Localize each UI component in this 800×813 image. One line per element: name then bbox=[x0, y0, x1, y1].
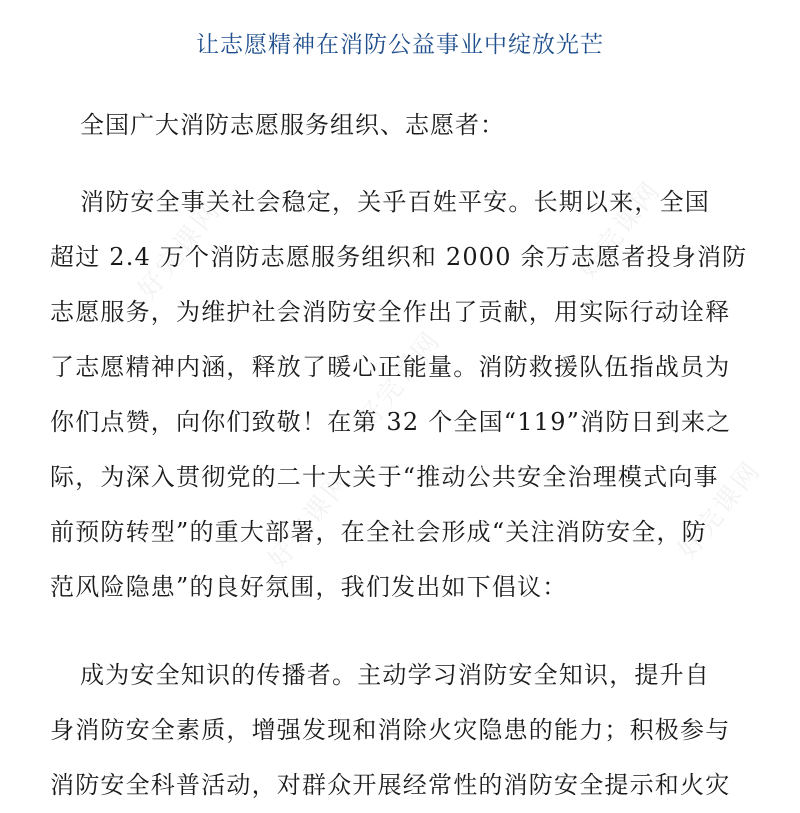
document-title: 让志愿精神在消防公益事业中绽放光芒 bbox=[196, 32, 604, 58]
paragraph-line: 身消防安全素质，增强发现和消除火灾隐患的能力；积极参与 bbox=[50, 716, 731, 744]
paragraph-line: 超过 2.4 万个消防志愿服务组织和 2000 余万志愿者投身消防 bbox=[50, 243, 748, 271]
watermark: 好完课网 bbox=[262, 465, 358, 575]
paragraph-line: 了志愿精神内涵，释放了暖心正能量。消防救援队伍指战员为 bbox=[50, 353, 731, 381]
paragraph-line: 你们点赞，向你们致敬！在第 32 个全国“119”消防日到来之 bbox=[50, 408, 732, 436]
paragraph-line: 成为安全知识的传播者。主动学习消防安全知识，提升自 bbox=[80, 661, 710, 689]
watermark: 好完课网 bbox=[352, 325, 448, 435]
paragraph-line: 范风险隐患”的良好氛围，我们发出如下倡议： bbox=[50, 573, 568, 601]
paragraph-line: 志愿服务，为维护社会消防安全作出了贡献，用实际行动诠释 bbox=[50, 298, 731, 326]
paragraph-intro bbox=[50, 175, 780, 615]
paragraph-line: 前预防转型”的重大部署，在全社会形成“关注消防安全，防 bbox=[50, 518, 707, 546]
paragraph-line: 消防安全科普活动，对群众开展经常性的消防安全提示和火灾 bbox=[50, 771, 731, 799]
paragraph-line: 际，为深入贯彻党的二十大关于“推动公共安全治理模式向事 bbox=[50, 463, 719, 491]
watermark: 好完课网 bbox=[132, 195, 228, 305]
salutation: 全国广大消防志愿服务组织、志愿者： bbox=[80, 111, 505, 139]
paragraph-line: 消防安全事关社会稳定，关乎百姓平安。长期以来，全国 bbox=[80, 188, 710, 216]
watermark: 好完课网 bbox=[572, 175, 668, 285]
watermark: 好完课网 bbox=[672, 455, 768, 565]
paragraph-proposal-1 bbox=[50, 648, 780, 813]
